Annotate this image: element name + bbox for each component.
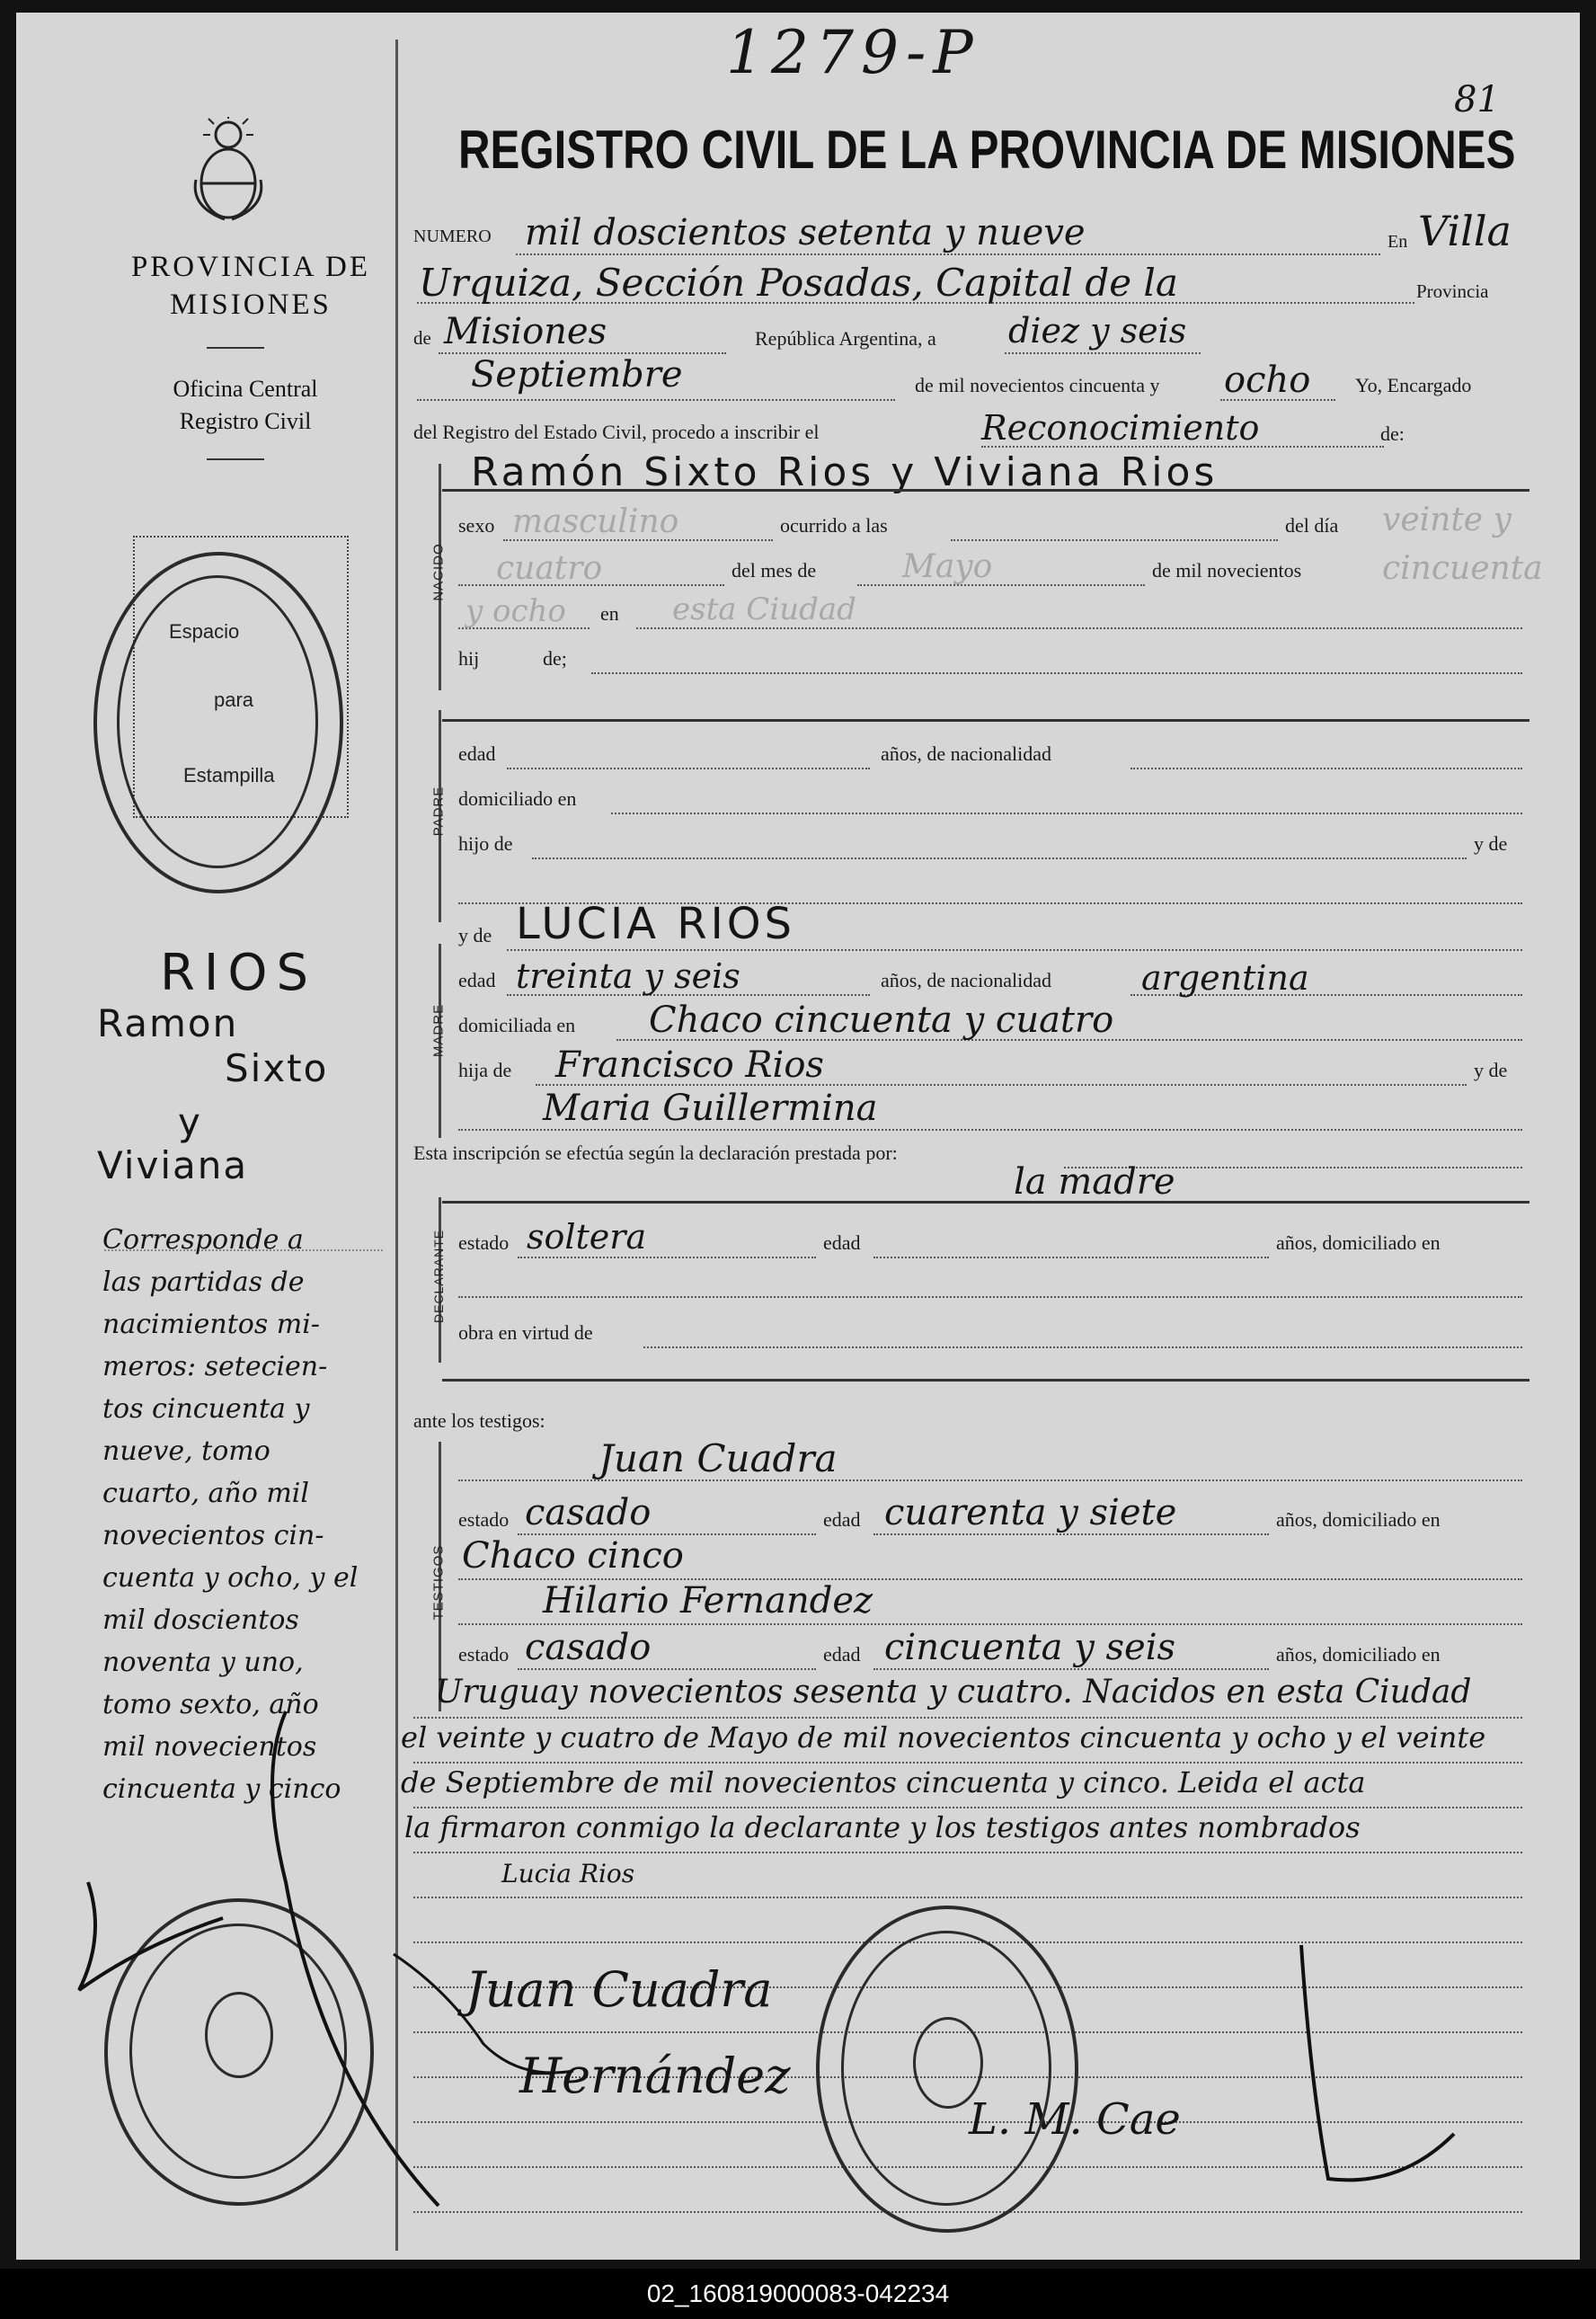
madre-hija-label: hija de	[458, 1059, 512, 1081]
padre-edad-label: edad	[458, 742, 496, 765]
dia-value: veinte y	[1382, 502, 1512, 538]
declarante-domicilio-label: años, domiciliado en	[1276, 1231, 1441, 1254]
day-value: diez y seis	[1008, 311, 1187, 351]
mes-value: Mayo	[902, 548, 993, 585]
year-value: ocho	[1224, 360, 1311, 401]
margin-note-line: mil novecientos	[102, 1731, 317, 1763]
acto-value: Reconocimiento	[981, 408, 1260, 448]
padre-nacionalidad-label: años, de nacionalidad	[881, 742, 1051, 765]
testigo2-edad-value: cincuenta y seis	[884, 1627, 1176, 1668]
stamp-box-label-3: Estampilla	[183, 764, 275, 786]
madre-domiciliada-label: domiciliada en	[458, 1014, 576, 1036]
testigo1-name: Juan Cuadra	[598, 1436, 838, 1480]
signature-testigo-1: Juan Cuadra	[466, 1961, 773, 2018]
month-value: Septiembre	[471, 354, 683, 395]
margin-note-line: tos cincuenta y	[102, 1393, 310, 1425]
madre-section-label: MADRE	[430, 1003, 447, 1058]
page-title: REGISTRO CIVIL DE LA PROVINCIA DE MISIONES	[458, 120, 1516, 180]
nacido-section-label: NACIDO	[430, 543, 447, 601]
encargado-label: Yo, Encargado	[1355, 374, 1472, 396]
margin-note-line: Corresponde a	[102, 1224, 304, 1256]
declarante-estado-label: estado	[458, 1231, 510, 1254]
signature-testigo-2: Hernández	[519, 2048, 791, 2104]
testigos-intro: ante los testigos:	[413, 1409, 545, 1432]
declarante-obra-label: obra en virtud de	[458, 1321, 593, 1344]
declarante-section-label: DECLARANTE	[431, 1229, 446, 1323]
testigo2-domicilio-line: Uruguay novecientos sesenta y cuatro. Nacidos en esta Ciudad	[435, 1674, 1472, 1710]
anio-value-2: y ocho	[466, 593, 566, 629]
madre-nacionalidad-value: argentina	[1141, 958, 1309, 998]
madre-father-value: Francisco Rios	[555, 1044, 824, 1086]
province-label: PROVINCIA DE MISIONES	[130, 251, 371, 321]
stamp-box-label-2: para	[214, 689, 254, 711]
testigo1-edad-label: edad	[823, 1508, 861, 1531]
register-page	[16, 13, 1580, 2260]
testigo1-estado-label: estado	[458, 1508, 510, 1531]
subject-value: Ramón Sixto Rios y Viviana Rios	[471, 449, 1219, 495]
dia-value-2: cuatro	[496, 550, 603, 587]
surname: RIOS	[160, 944, 318, 1002]
padre-hijo-label: hijo de	[458, 832, 513, 855]
margin-note-line: mil doscientos	[102, 1604, 299, 1636]
margin-note-line: noventa y uno,	[102, 1647, 304, 1678]
de-label: de	[413, 327, 431, 349]
name-connector: y	[178, 1100, 200, 1144]
declarante-intro: Esta inscripción se efectúa según la declaración prestada por:	[413, 1142, 898, 1164]
mes-label: del mes de	[732, 559, 817, 582]
file-number: 1279-P	[726, 18, 980, 87]
office-line-2: Registro Civil	[179, 408, 312, 434]
en-born-label: en	[600, 602, 619, 625]
madre-edad-value: treinta y seis	[516, 956, 740, 996]
declarante-estado-value: soltera	[527, 1217, 647, 1257]
margin-note-line: cuenta y ocho, y el	[102, 1562, 359, 1594]
testigo2-estado-label: estado	[458, 1643, 510, 1666]
folio-number: 81	[1454, 79, 1500, 120]
signature-strokes	[16, 13, 1580, 2260]
numero-value: mil doscientos setenta y nueve	[525, 212, 1086, 253]
del-dia-label: del día	[1285, 514, 1339, 537]
testigo2-domicilio-label: años, domiciliado en	[1276, 1643, 1441, 1666]
en-label: En	[1388, 232, 1408, 252]
provincia-label: Provincia	[1416, 280, 1489, 302]
en-value: Villa	[1418, 207, 1512, 255]
registro-label: del Registro del Estado Civil, procedo a inscribir el	[413, 421, 820, 443]
en-born-value: esta Ciudad	[672, 591, 856, 627]
note-line-2: de Septiembre de mil novecientos cincuenta y cinco. Leida el acta	[401, 1765, 1366, 1799]
de-value: Misiones	[444, 311, 607, 352]
hij-label: hij	[458, 647, 480, 670]
name-3: Viviana	[97, 1143, 249, 1187]
margin-note-line: las partidas de	[102, 1266, 305, 1298]
de2-label: de:	[1380, 422, 1405, 445]
margin-note-line: meros: setecien-	[102, 1351, 328, 1382]
numero-label: NUMERO	[413, 227, 492, 246]
mil-label: de mil novecientos	[1152, 559, 1302, 582]
note-line-3: la firmaron conmigo la declarante y los testigos antes nombrados	[404, 1810, 1361, 1844]
name-2: Sixto	[225, 1046, 329, 1090]
office-line-1: Oficina Central	[173, 376, 318, 402]
padre-domiciliado-label: domiciliado en	[458, 787, 577, 810]
place-value: Urquiza, Sección Posadas, Capital de la	[419, 261, 1178, 305]
testigo1-domicilio-label: años, domiciliado en	[1276, 1508, 1441, 1531]
margin-note-line: nacimientos mi-	[102, 1309, 320, 1340]
madre-y-de2-label: y de	[1474, 1059, 1508, 1081]
margin-note-line: tomo sexto, año	[102, 1689, 319, 1720]
testigo2-estado-value: casado	[525, 1627, 652, 1668]
testigo1-domicilio-value: Chaco cinco	[462, 1535, 684, 1577]
anio-value: cincuenta	[1382, 550, 1543, 587]
testigo1-edad-value: cuarenta y siete	[884, 1492, 1177, 1533]
madre-name: LUCIA RIOS	[516, 899, 796, 949]
sexo-label: sexo	[458, 514, 495, 537]
declarante-edad-label: edad	[823, 1231, 861, 1254]
margin-note-line: cuarto, año mil	[102, 1478, 309, 1509]
ocurrido-label: ocurrido a las	[780, 514, 888, 537]
madre-y-de-label: y de	[458, 924, 492, 946]
madre-domiciliada-value: Chaco cincuenta y cuatro	[649, 1000, 1114, 1041]
testigo2-edad-label: edad	[823, 1643, 861, 1666]
madre-nacionalidad-label: años, de nacionalidad	[881, 969, 1051, 991]
signature-official: L. M. Cae	[969, 2094, 1181, 2145]
republica-label: República Argentina, a	[755, 327, 936, 350]
margin-note-line: novecientos cin-	[102, 1520, 324, 1551]
sexo-value: masculino	[512, 503, 679, 540]
testigo2-name: Hilario Fernandez	[543, 1580, 873, 1622]
madre-mother-value: Maria Guillermina	[543, 1088, 878, 1129]
padre-section-label: PADRE	[430, 786, 447, 837]
margin-note-line: nueve, tomo	[102, 1435, 270, 1467]
margin-note-line: cincuenta y cinco	[102, 1773, 341, 1805]
testigo1-estado-value: casado	[525, 1492, 652, 1533]
note-line-1: el veinte y cuatro de Mayo de mil novecientos cincuenta y ocho y el veinte	[401, 1720, 1486, 1755]
name-1: Ramon	[97, 1001, 239, 1045]
madre-edad-label: edad	[458, 969, 496, 991]
stamp-box-label-1: Espacio	[169, 620, 240, 643]
signature-declarante: Lucia Rios	[501, 1859, 635, 1888]
padre-y-de-label: y de	[1474, 832, 1508, 855]
hij-de-label: de;	[543, 647, 567, 670]
image-id-footer: 02_160819000083-042234	[0, 2269, 1596, 2319]
testigos-section-label: TESTIGOS	[430, 1544, 447, 1621]
year-label: de mil novecientos cincuenta y	[915, 374, 1160, 396]
declarante-por-value: la madre	[1014, 1161, 1175, 1203]
